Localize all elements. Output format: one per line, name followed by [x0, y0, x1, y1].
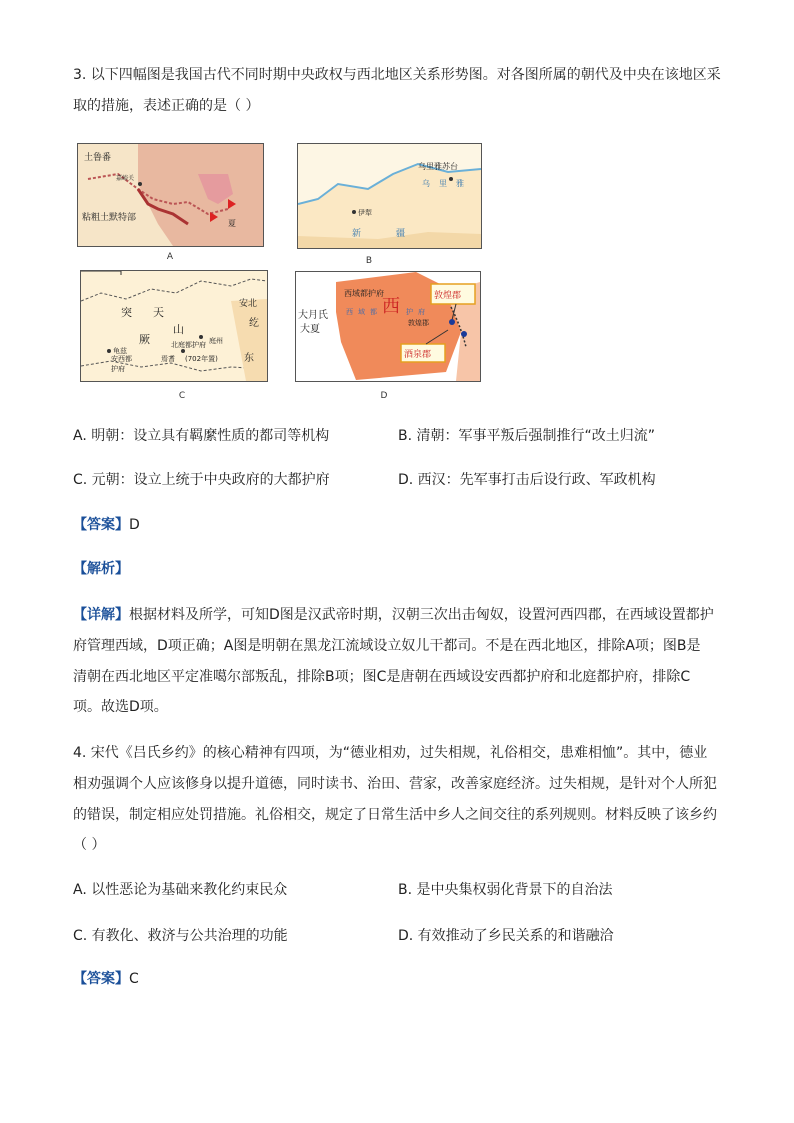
map-c-label-9: 厥: [139, 333, 150, 346]
q3-option-d[interactable]: D. 西汉：先军事打击后设行政、军政机构: [398, 472, 656, 488]
map-d-label-6: 酒泉郡: [404, 350, 432, 360]
q3-stem-line1: 3. 以下四幅图是我国古代不同时期中央政权与西北地区关系形势图。对各图所属的朝代及中央在该地区采: [73, 67, 721, 83]
q4-answer-row: [73, 969, 139, 989]
q3-answer-row: [73, 515, 140, 535]
q4-answer-value: C: [129, 971, 139, 987]
map-d: [295, 271, 481, 382]
map-a-label-2: 粘粗土默特部: [82, 213, 137, 223]
map-a-label-3: 夏: [228, 219, 236, 228]
map-d-caption: D: [380, 391, 388, 401]
map-d-label-8: 域: [358, 308, 365, 316]
q3-detail-line3: 清朝在西北地区平定准噶尔部叛乱，排除B项；图C是唐朝在西域设安西都护府和北庭都护府，排除C: [73, 669, 691, 685]
q3-analysis-tag: 【解析】: [73, 561, 129, 577]
q3-option-c[interactable]: C. 元朝：设立上统于中央政府的大都护府: [73, 472, 330, 488]
map-a-label-0: 土鲁番: [84, 153, 112, 163]
q3-option-a[interactable]: A. 明朝：设立具有羁縻性质的都司等机构: [73, 428, 330, 444]
q3-detail-line2: 府管理西域，D项正确；A图是明朝在黑龙江流域设立奴儿干都司。不是在西北地区，排除A项；图B是: [73, 638, 701, 654]
q3-answer-value: D: [129, 517, 140, 533]
map-d-label-7: 西: [346, 308, 353, 316]
map-d-label-1: 西: [382, 296, 400, 317]
map-c-label-8: (702年置): [185, 355, 218, 363]
map-c-label-3: 山: [173, 323, 184, 336]
map-c-label-13: 焉耆: [161, 355, 175, 363]
map-c-label-7: 护府: [111, 365, 125, 373]
map-d-label-10: 护: [406, 308, 413, 316]
map-a: [77, 143, 264, 247]
q4-stem-line3: 的错误，制定相应处罚措施。礼俗相交，规定了日常生活中乡人之间交往的系列规则。材料反映了该乡约: [73, 807, 717, 823]
q4-stem-line4: （ ）: [73, 837, 106, 853]
map-d-label-3: 大夏: [300, 324, 320, 335]
q4-option-b[interactable]: B. 是中央集权弱化背景下的自治法: [398, 882, 613, 898]
map-d-label-0: 西域都护府: [344, 289, 384, 298]
map-b-caption: B: [365, 256, 373, 266]
q3-answer-tag: 【答案】: [73, 517, 129, 533]
map-b-label-1: 乌: [422, 179, 430, 188]
map-b-label-4: 伊犁: [358, 209, 372, 217]
map-d-label-9: 都: [370, 308, 377, 316]
map-c-label-6: 庭州: [209, 337, 223, 345]
map-c-caption: C: [178, 391, 186, 401]
map-b-label-0: 乌里雅苏台: [418, 162, 458, 171]
q3-option-b[interactable]: B. 清朝：军事平叛后强制推行“改土归流”: [398, 428, 656, 444]
map-b-label-6: 疆: [396, 229, 406, 239]
q3-detail-text1: 根据材料及所学，可知D图是汉武帝时期，汉朝三次出击匈奴，设置河西四郡，在西域设置都护: [129, 607, 714, 623]
map-c-label-1: 突: [121, 306, 132, 319]
q3-analysis-row: [73, 559, 129, 579]
map-b-label-3: 雅: [456, 179, 464, 188]
q4-option-a[interactable]: A. 以性恶论为基础来教化约束民众: [73, 882, 288, 898]
map-c: [80, 270, 268, 382]
map-c-label-11: 纥: [249, 318, 259, 329]
map-b-label-5: 新: [352, 229, 362, 239]
map-d-label-11: 府: [418, 308, 425, 316]
map-b: [297, 143, 482, 249]
map-b-label-2: 里: [439, 179, 447, 188]
q4-option-d[interactable]: D. 有效推动了乡民关系的和谐融洽: [398, 928, 614, 944]
map-a-caption: A: [166, 252, 174, 262]
map-c-label-4: 北庭都护府: [171, 341, 206, 349]
map-c-label-5: 安西都: [111, 355, 132, 363]
map-a-label-1: 嘉峪关: [116, 175, 135, 182]
q4-stem-line1: 4. 宋代《吕氏乡约》的核心精神有四项，为“德业相劝，过失相规，礼俗相交，患难相恤”。其中，德业: [73, 745, 708, 761]
map-d-label-4: 敦煌郡: [434, 291, 462, 301]
q3-stem-line2: 取的措施，表述正确的是（ ）: [73, 98, 260, 114]
q4-answer-tag: 【答案】: [73, 971, 129, 987]
map-d-label-5: 敦煌郡: [408, 319, 429, 327]
map-c-label-2: 天: [153, 306, 164, 319]
q4-stem-line2: 相劝强调个人应该修身以提升道德，同时读书、治田、营家，改善家庭经济。过失相规，是针对个人所犯: [73, 776, 717, 792]
q3-detail-line4: 项。故选D项。: [73, 699, 168, 715]
map-d-label-2: 大月氏: [298, 310, 328, 321]
map-c-label-12: 龟兹: [113, 347, 127, 355]
map-c-label-0: 安北: [239, 299, 258, 309]
map-c-label-10: 东: [244, 353, 254, 364]
q3-detail-line1: [73, 605, 714, 625]
q4-option-c[interactable]: C. 有教化、救济与公共治理的功能: [73, 928, 288, 944]
q3-detail-tag: 【详解】: [73, 607, 129, 623]
